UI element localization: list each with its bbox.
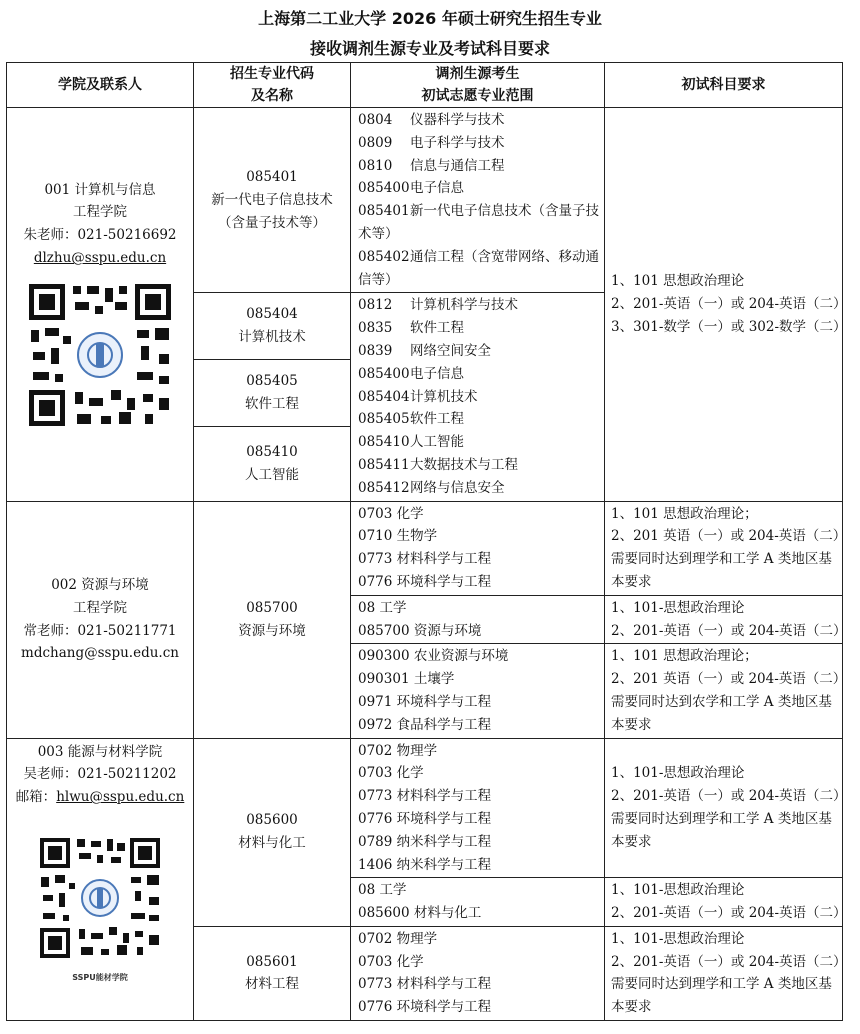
email-label: 邮箱： — [15, 789, 57, 806]
college-name: 工程学院 — [73, 599, 127, 616]
major-cell — [194, 426, 351, 501]
range-name: 物理学 — [396, 930, 438, 947]
qr-caption: SSPU能材学院 — [72, 972, 128, 982]
range-name: 软件工程 — [410, 411, 464, 428]
subjects-cell — [605, 926, 847, 1020]
qr-code-icon — [37, 835, 163, 961]
subject-item: 1、101-思想政治理论 — [611, 882, 745, 899]
range-name: 材料科学与工程 — [396, 551, 492, 568]
table-row — [7, 501, 843, 595]
range-code: 0703 — [358, 953, 393, 970]
range-name: 食品科学与工程 — [396, 716, 492, 733]
subject-item: 2、201-英语（一）或 204-英语（二） — [611, 905, 847, 922]
range-name: 大数据技术与工程 — [410, 456, 518, 473]
major-code: 085600 — [246, 812, 298, 829]
range-code: 0703 — [358, 505, 393, 522]
table-row — [7, 108, 843, 293]
subject-item: 1、101-思想政治理论 — [611, 599, 745, 616]
header-range-line1: 调剂生源考生 — [435, 66, 520, 82]
admission-table — [6, 62, 847, 1021]
college-name: 工程学院 — [73, 204, 127, 221]
major-code: 085601 — [246, 953, 298, 970]
range-name: 新一代电子信息技术（含量子技术等） — [358, 203, 599, 242]
range-code: 085400 — [358, 365, 410, 382]
major-name: 材料与化工 — [238, 835, 306, 852]
range-name: 环境科学与工程 — [396, 810, 492, 827]
range-code: 0810 — [358, 157, 393, 174]
range-code: 0773 — [358, 551, 393, 568]
header-college: 学院及联系人 — [7, 63, 194, 108]
range-name: 化学 — [396, 505, 424, 522]
range-name: 材料与化工 — [413, 905, 482, 922]
range-name: 环境科学与工程 — [396, 693, 492, 710]
subject-item: 1、101 思想政治理论； — [611, 505, 758, 522]
subject-item: 2、201 英语（一）或 204-英语（二） — [611, 671, 847, 688]
subjects-cell — [605, 644, 847, 738]
subjects-cell — [605, 878, 847, 927]
college-name: 002 资源与环境 — [51, 576, 149, 593]
range-code: 0776 — [358, 999, 393, 1016]
subjects-cell — [605, 108, 847, 502]
range-code: 0809 — [358, 134, 393, 151]
range-name: 电子科学与技术 — [410, 134, 505, 151]
subjects-cell — [605, 738, 847, 878]
range-name: 计算机技术 — [410, 388, 478, 405]
subject-note: 需要同时达到理学和工学 A 类地区基本要求 — [611, 810, 832, 850]
range-code: 0702 — [358, 742, 393, 759]
range-code: 0789 — [358, 833, 393, 850]
range-cell — [351, 108, 605, 293]
major-code: 085404 — [246, 306, 298, 323]
subjects-cell — [605, 595, 847, 644]
range-name: 土壤学 — [413, 671, 455, 688]
range-code: 0703 — [358, 765, 393, 782]
page-title: 上海第二工业大学 2026 年硕士研究生招生专业 — [258, 9, 602, 28]
range-code: 090300 — [358, 648, 410, 665]
major-name: 计算机技术 — [238, 329, 306, 346]
major-cell — [194, 738, 351, 926]
range-name: 化学 — [396, 765, 424, 782]
subject-item: 1、101 思想政治理论 — [611, 273, 745, 290]
subject-item: 1、101-思想政治理论 — [611, 930, 745, 947]
major-name: 新一代电子信息技术 — [211, 191, 333, 208]
subject-item: 3、301-数学（一）或 302-数学（二） — [611, 318, 847, 335]
header-range-line2: 初试志愿专业范围 — [421, 88, 534, 104]
range-name: 工学 — [379, 882, 407, 899]
contact-phone: 朱老师：021-50216692 — [23, 227, 177, 244]
range-code: 085405 — [358, 411, 410, 428]
range-name: 通信工程（含宽带网络、移动通信等） — [358, 248, 599, 288]
header-subjects: 初试科目要求 — [605, 63, 843, 108]
range-code: 0773 — [358, 976, 393, 993]
range-code: 0804 — [358, 112, 393, 128]
contact-phone: 常老师：021-50211771 — [23, 622, 177, 639]
range-code: 0839 — [358, 342, 393, 359]
range-name: 网络空间安全 — [410, 342, 491, 359]
major-cell — [194, 501, 351, 738]
qr-code-icon — [25, 280, 175, 430]
contact-email-link[interactable]: dlzhu@sspu.edu.cn — [33, 250, 167, 267]
range-name: 电子信息 — [410, 180, 464, 197]
college-cell — [7, 738, 194, 1021]
subject-item: 2、201-英语（一）或 204-英语（二） — [611, 953, 847, 970]
subject-item: 1、101 思想政治理论； — [611, 648, 758, 665]
major-cell — [194, 293, 351, 360]
contact-email[interactable]: mdchang@sspu.edu.cn — [21, 645, 179, 662]
range-name: 计算机科学与技术 — [410, 297, 518, 314]
range-code: 085600 — [358, 905, 410, 922]
major-cell — [194, 360, 351, 427]
subject-item: 2、201-英语（一）或 204-英语（二） — [611, 788, 847, 805]
major-cell — [194, 926, 351, 1020]
subject-item: 1、101-思想政治理论 — [611, 765, 745, 782]
subject-item: 2、201-英语（一）或 204-英语（二） — [611, 295, 847, 312]
college-name: 001 计算机与信息 — [44, 181, 156, 198]
subject-item: 2、201-英语（一）或 204-英语（二） — [611, 622, 847, 639]
college-cell — [7, 501, 194, 738]
subject-item: 2、201 英语（一）或 204-英语（二） — [611, 528, 847, 545]
range-name: 材料科学与工程 — [396, 976, 492, 993]
major-code: 085405 — [246, 373, 298, 390]
range-name: 农业资源与环境 — [413, 648, 509, 665]
table-header-row — [7, 63, 843, 108]
range-code: 0835 — [358, 320, 393, 337]
range-name: 化学 — [396, 953, 424, 970]
range-code: 085410 — [358, 434, 410, 451]
header-major — [194, 63, 351, 108]
range-name: 纳米科学与工程 — [396, 856, 492, 873]
header-major-line2: 及名称 — [251, 88, 293, 104]
range-code: 08 — [358, 599, 376, 616]
range-name: 信息与通信工程 — [410, 157, 505, 174]
range-name: 纳米科学与工程 — [396, 833, 492, 850]
range-name: 物理学 — [396, 742, 438, 759]
range-cell — [351, 501, 605, 595]
range-cell — [351, 644, 605, 738]
range-cell — [351, 926, 605, 1020]
subject-note: 需要同时达到理学和工学 A 类地区基本要求 — [611, 976, 832, 1016]
range-name: 电子信息 — [410, 365, 464, 382]
range-code: 085412 — [358, 479, 410, 496]
subjects-cell — [605, 501, 847, 595]
range-cell — [351, 738, 605, 878]
range-code: 0812 — [358, 297, 393, 314]
range-name: 环境科学与工程 — [396, 573, 492, 590]
range-code: 08 — [358, 882, 376, 899]
range-code: 0972 — [358, 716, 393, 733]
college-name: 003 能源与材料学院 — [37, 743, 163, 760]
range-code: 0776 — [358, 573, 393, 590]
range-code: 0971 — [358, 693, 393, 710]
range-name: 环境科学与工程 — [396, 999, 492, 1016]
page-subtitle: 接收调剂生源专业及考试科目要求 — [309, 39, 550, 58]
contact-email-link[interactable]: hlwu@sspu.edu.cn — [56, 789, 185, 806]
range-code: 0776 — [358, 810, 393, 827]
range-code: 090301 — [358, 671, 410, 688]
contact-phone: 吴老师：021-50211202 — [23, 766, 177, 783]
table-row — [7, 738, 843, 878]
range-name: 人工智能 — [410, 434, 464, 451]
major-name: （含量子技术等） — [218, 214, 326, 231]
range-code: 085402 — [358, 248, 410, 265]
major-name: 材料工程 — [245, 976, 299, 993]
range-code: 085404 — [358, 388, 410, 405]
major-code: 085401 — [246, 168, 298, 185]
range-code: 085700 — [358, 622, 410, 639]
range-name: 工学 — [379, 599, 407, 616]
range-name: 网络与信息安全 — [410, 479, 505, 496]
range-code: 0710 — [358, 528, 393, 545]
subject-note: 需要同时达到理学和工学 A 类地区基本要求 — [611, 551, 832, 590]
major-code: 085410 — [246, 443, 298, 460]
range-code: 0773 — [358, 788, 393, 805]
range-code: 1406 — [358, 856, 393, 873]
major-cell — [194, 108, 351, 293]
range-name: 软件工程 — [410, 320, 464, 337]
header-range — [351, 63, 605, 108]
range-code: 085400 — [358, 180, 410, 197]
range-name: 资源与环境 — [413, 622, 482, 639]
major-name: 人工智能 — [245, 466, 299, 483]
range-cell — [351, 595, 605, 644]
college-cell — [7, 108, 194, 502]
range-cell — [351, 878, 605, 927]
subject-note: 需要同时达到农学和工学 A 类地区基本要求 — [611, 693, 832, 733]
header-major-line1: 招生专业代码 — [230, 66, 314, 82]
major-code: 085700 — [246, 599, 298, 616]
major-name: 资源与环境 — [238, 622, 306, 639]
range-code: 0702 — [358, 930, 393, 947]
range-name: 材料科学与工程 — [396, 788, 492, 805]
major-name: 软件工程 — [245, 395, 299, 412]
range-name: 生物学 — [396, 528, 438, 545]
range-code: 085411 — [358, 456, 410, 473]
range-name: 仪器科学与技术 — [410, 112, 505, 128]
range-code: 085401 — [358, 203, 410, 220]
range-cell — [351, 293, 605, 501]
